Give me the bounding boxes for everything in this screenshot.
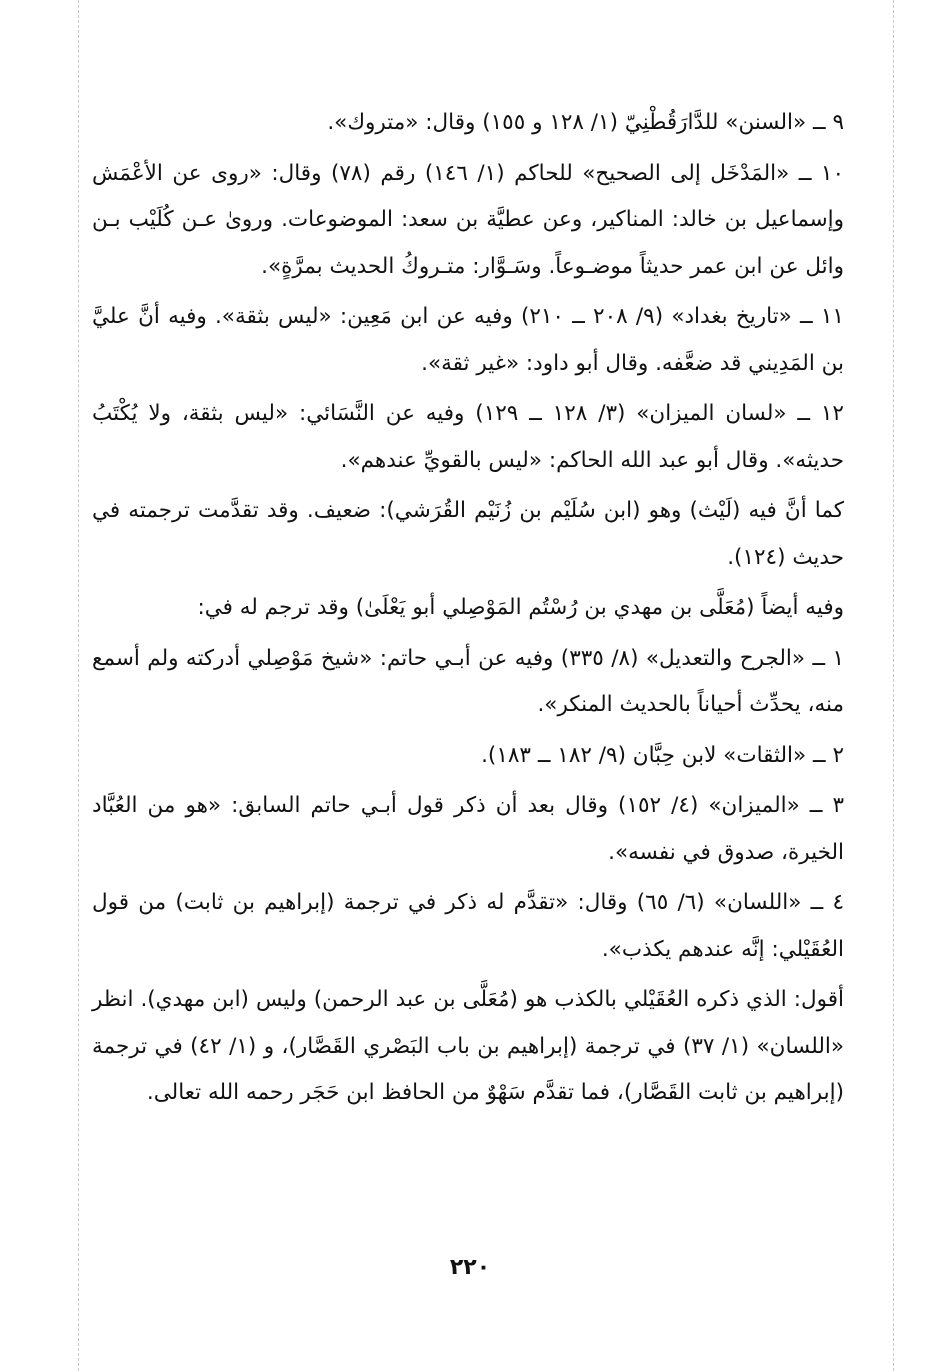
paragraph-muala-source-4: ٤ ــ «اللسان» (٦/ ٦٥) وقال: «تقدَّم له ذكر في ترجمة (إبراهيم بن ثابت) من قول العُقَيْلي: إنَّه عندهم يكذب». (92, 890, 844, 962)
paragraph-layth-note: كما أنَّ فيه (لَيْث) وهو (ابن سُلَيْم بن زُنَيْم القُرَشي): ضعيف. وقد تقدَّمت ترجمته في حديث (١٢٤). (92, 498, 844, 570)
page-number: ٢٢٠ (449, 1255, 491, 1280)
paragraph-source-12: ١٢ ــ «لسان الميزان» (٣/ ١٢٨ ــ ١٢٩) وفيه عن النَّسَائي: «ليس بثقة، ولا يُكْتَبُ حديثه». وقال أبو عبد الله الحاكم: «ليس بالقويِّ عندهم». (92, 401, 844, 473)
paragraph-muala-source-2: ٢ ــ «الثقات» لابن حِبَّان (٩/ ١٨٢ ــ ١٨٣). (481, 742, 844, 768)
paragraph-muala-source-3: ٣ ــ «الميزان» (٤/ ١٥٢) وقال بعد أن ذكر قول أبـي حاتم السابق: «هو من العُبَّاد الخيرة، صدوق في نفسه». (92, 793, 845, 865)
paragraph-source-10: ١٠ ــ «المَدْخَل إلى الصحيح» للحاكم (١/ ١٤٦) رقم (٧٨) وقال: «روى عن الأعْمَش وإسماعيل بن خالد: المناكير، وعن عطيَّة بن سعد: الموضوعات. وروىٰ عـن كُلَيْب بـن وائل عن ابن عمر حديثاً موضـوعاً. وسَـوَّار: متـروكُ الحديث بمرَّةٍ». (92, 160, 844, 279)
left-margin-line (78, 0, 79, 1371)
page-body-text (92, 100, 844, 1121)
paragraph-source-11: ١١ ــ «تاريخ بغداد» (٩/ ٢٠٨ ــ ٢١٠) وفيه عن ابن مَعِين: «ليس بثقة». وفيه أنَّ عليَّ بن المَدِيني قد ضعَّفه. وقال أبو داود: «غير ثقة». (92, 304, 844, 376)
paragraph-muala-source-1: ١ ــ «الجرح والتعديل» (٨/ ٣٣٥) وفيه عن أبـي حاتم: «شيخ مَوْصِلي أدركته ولم أسمع منه، يحدِّث أحياناً بالحديث المنكر». (92, 645, 845, 717)
right-margin-line (893, 0, 894, 1371)
paragraph-source-9: ٩ ــ «السنن» للدَّارَقُطْنِيّ (١/ ١٢٨ و ١٥٥) وقال: «متروك». (327, 110, 844, 135)
paragraph-author-comment: أقول: الذي ذكره العُقَيْلي بالكذب هو (مُعَلَّى بن عبد الرحمن) وليس (ابن مهدي). انظر «اللسان» (١/ ٣٧) في ترجمة (إبراهيم بن باب البَصْري القَصَّار)، و (١/ ٤٢) في ترجمة (إبراهيم بن ثابت القَصَّار)، فما تقدَّم سَهْوٌ من الحافظ ابن حَجَر رحمه الله تعالى. (92, 987, 844, 1105)
paragraph-muala-intro: وفيه أيضاً (مُعَلَّى بن مهدي بن رُسْتُم المَوْصِلي أبو يَعْلَىٰ) وقد ترجم له في: (197, 595, 844, 620)
